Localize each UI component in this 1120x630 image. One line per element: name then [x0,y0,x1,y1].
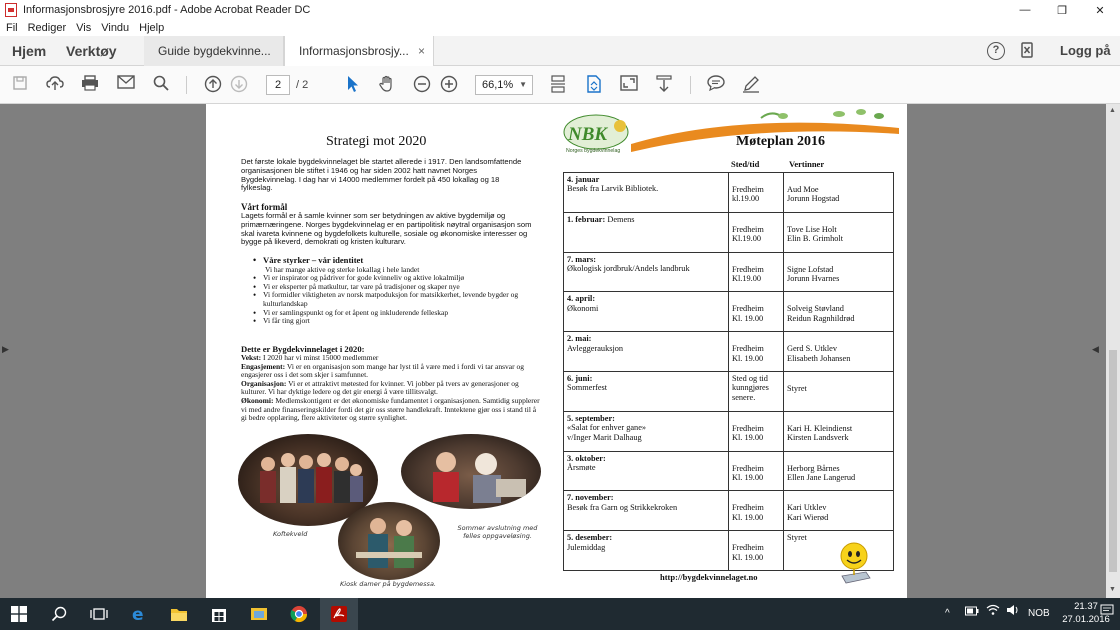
place-cell: Fredheim Kl. 19.00 [729,451,784,491]
list-item: • Vi er eksperter på matkultur, tar vare på tradisjoner og skaper nye [241,283,541,292]
full-screen-icon[interactable] [619,75,639,95]
comment-icon[interactable] [706,75,726,95]
edge-browser-icon[interactable] [120,598,158,630]
hand-tool-icon[interactable] [377,75,397,95]
zoom-select[interactable] [475,75,533,95]
list-item: • Vi får ting gjort [241,317,541,326]
upload-cloud-icon[interactable] [45,75,65,95]
input-language[interactable]: NOB [1028,608,1050,619]
event-cell: 3. oktober: Årsmøte [564,451,729,491]
clock-date: 27.01.2016 [1062,614,1110,625]
print-icon[interactable] [80,75,100,95]
page-total: / 2 [296,79,309,91]
place-cell: Sted og tid kunngjøres senere. [729,371,784,411]
action-center-icon[interactable] [1100,598,1114,630]
list-item: Vi har mange aktive og sterke lokallag i hele landet [265,264,420,274]
event-cell: 5. september: «Salat for enhver gane» v/Inger Marit Dalhaug [564,411,729,451]
website-url: http://bygdekvinnelaget.no [660,572,758,582]
select-cursor-icon[interactable] [342,75,362,95]
caption-koftekveld: Koftekveld [273,530,308,538]
goals-heading: Dette er Bygdekvinnelaget i 2020: [241,344,365,354]
svg-text:NBK: NBK [568,124,608,145]
place-cell: Fredheim Kl.19.00 [729,252,784,292]
chevron-down-icon: ▼ [519,80,527,89]
window-title: Informasjonsbrosjyre 2016.pdf - Adobe Acrobat Reader DC [23,4,311,16]
acrobat-taskbar-icon[interactable] [320,598,358,630]
fit-page-icon[interactable] [584,75,604,95]
place-cell: Fredheim kl.19.00 [729,173,784,213]
table-row [564,292,894,332]
event-cell: 2. mai: Avleggerauksjon [564,332,729,372]
goal-item: Vekst: I 2020 har vi minst 15000 medlemmer [241,353,379,362]
place-cell: Fredheim Kl. 19.00 [729,411,784,451]
scroll-up-icon[interactable]: ▲ [1109,107,1116,114]
hosts-cell: Signe Lofstad Jorunn Hvarnes [784,252,894,292]
table-row [564,451,894,491]
toolbar-divider [186,76,187,94]
clock-time: 21.37 [1074,601,1098,612]
left-pane-toggle-icon[interactable]: ▶ [2,344,9,354]
column-header-place: Sted/tid [731,159,760,169]
volume-icon[interactable] [1006,598,1020,630]
hosts-cell: Aud Moe Jorunn Hogstad [784,173,894,213]
place-cell: Fredheim Kl. 19.00 [729,491,784,531]
event-cell: 4. april: Økonomi [564,292,729,332]
table-row [564,212,894,252]
store-icon[interactable] [200,598,238,630]
zoom-in-icon[interactable] [439,75,459,95]
acrobat-app-icon [5,3,17,17]
hosts-cell: Solveig Støvland Reidun Ragnhildrød [784,292,894,332]
tab-guide[interactable] [144,36,284,66]
toolbar-divider [690,76,691,94]
show-hidden-icons-chevron-icon[interactable]: ^ [945,608,950,619]
tab-informasjonsbrosjyre[interactable] [284,36,434,66]
tab-close-icon[interactable]: × [417,44,425,58]
mobile-link-icon[interactable] [1018,42,1036,60]
tab-bar [0,36,1120,66]
place-cell: Fredheim Kl. 19.00 [729,292,784,332]
page-number-input[interactable]: 2 [266,75,290,95]
list-item: • Vi er inspirator og pådriver for gode kvinneliv og aktive lokalmiljø [241,274,541,283]
minimize-button[interactable]: — [1019,4,1031,16]
pen-icon[interactable] [741,75,761,95]
table-row [564,491,894,531]
intro-paragraph: Det første lokale bygdekvinnelaget ble startet allerede i 1917. Den landsomfattende organisasjonen ble stiftet i 1946 og har siden 2002 hatt navnet Norges Bygdekvinnelag. I dag har vi 14000 medlemmer fordelt på 450 lokallag og 18 fylkeslag. [241,157,522,193]
menu-vis[interactable]: Vis [76,22,92,34]
hosts-cell: Kari H. Kleindienst Kirsten Landsverk [784,411,894,451]
place-cell: Fredheim Kl.19.00 [729,212,784,252]
login-link[interactable]: Logg på [1060,43,1111,58]
table-row [564,252,894,292]
hosts-cell: Gerd S. Utklev Elisabeth Johansen [784,332,894,372]
tab-label: Guide bygdekvinne... [158,44,271,58]
goals-paragraph [241,354,541,423]
next-page-icon[interactable] [229,75,249,95]
hosts-cell: Kari Utklev Kari Wierød [784,491,894,531]
menu-hjelp[interactable]: Hjelp [139,22,165,34]
tools-link[interactable]: Verktøy [66,43,117,59]
hosts-cell: Styret [784,531,894,571]
close-button[interactable]: ✕ [1095,4,1105,17]
event-cell: 7. mars: Økologisk jordbruk/Andels landbruk [564,252,729,292]
meeting-plan-title: Møteplan 2016 [736,134,826,149]
home-link[interactable]: Hjem [12,43,47,59]
menu-fil[interactable]: Fil [6,22,18,34]
event-cell: 6. juni: Sommerfest [564,371,729,411]
strengths-list [241,256,541,326]
svg-text:e: e [132,605,144,623]
taskbar-search-icon[interactable] [40,598,78,630]
file-explorer-icon[interactable] [160,598,198,630]
wifi-icon[interactable] [986,598,1000,630]
caption-sommer: Sommer avslutning med felles oppgaveløsing. [457,524,538,540]
hosts-cell: Styret [784,371,894,411]
list-item: • Vi formidler viktigheten av norsk matpoduksjon for matsikkerhet, levende bygder og kulturlandskap [241,291,541,308]
vertical-scrollbar[interactable] [1106,104,1120,598]
goal-item: Organisasjon: Vi er et attraktivt møtested for kvinner. Vi jobber på tvers av generasjoner og kulturer. Vi har dyktige ledere og det gir energi å være tillitsvalgt. [241,378,519,397]
purpose-paragraph: Lagets formål er å samle kvinner som ser betydningen av aktive bygdemiljø og primærnæringene. Norges bygdekvinnelag er en partipolitisk nøytral organisasjon som skal ivareta kvinnene og bygdefolkets kulturelle, sosiale og økonomiske interesser og bygge på likeverd, demokrati og kristen kulturarv. [241,211,532,247]
table-row [564,371,894,411]
event-cell: 1. februar: Demens [564,212,729,252]
svg-text:Norges bygdekvinnelag: Norges bygdekvinnelag [566,148,621,154]
search-icon[interactable] [151,75,171,95]
download-icon[interactable] [654,75,674,95]
scroll-down-icon[interactable]: ▼ [1109,586,1116,593]
scrolling-mode-icon[interactable] [548,75,568,95]
right-pane-toggle-icon[interactable]: ◀ [1092,344,1099,354]
tab-label: Informasjonsbrosjy... [299,44,409,58]
email-icon[interactable] [116,75,136,95]
toolbar [0,66,1120,104]
event-cell: 5. desember: Julemiddag [564,531,729,571]
maximize-button[interactable]: ❐ [1057,4,1067,17]
caption-kiosk: Kiosk damer på bygdemessa. [340,580,436,588]
list-item: • Vi er samlingspunkt og for et åpent og inkluderende felleskap [241,309,541,318]
table-row [564,173,894,213]
help-icon[interactable]: ? [987,42,1005,60]
place-cell: Fredheim Kl. 19.00 [729,531,784,571]
photo-sommer-avslutning [401,434,541,509]
smiley-laptop-icon [838,542,872,586]
menu-bar [0,20,1120,36]
purpose-heading: Vårt formål [241,202,288,212]
windows-taskbar [0,598,1120,630]
strategy-title: Strategi mot 2020 [326,134,427,149]
save-icon[interactable] [10,75,30,95]
nbk-logo [562,114,636,154]
menu-vindu[interactable]: Vindu [101,22,130,34]
previous-page-icon[interactable] [203,75,223,95]
pdf-page [206,104,907,598]
table-row [564,411,894,451]
meeting-schedule-table [563,172,894,571]
chrome-icon[interactable] [280,598,318,630]
hosts-cell: Tove Lise Holt Elin B. Grimholt [784,212,894,252]
battery-icon[interactable] [965,598,979,630]
scrollbar-thumb[interactable] [1109,350,1117,572]
start-windows-icon[interactable] [0,598,38,630]
place-cell: Fredheim Kl. 19.00 [729,332,784,372]
goal-item: Økonomi: Medlemskontigent er det økonomiske fundamentet i organisasjonen. Samtidig supplerer vi med andre finanseringskilder fordi det gir oss større handlekraft. Inntektene gjør oss i stand til å gi bedre opplæring, flere aktiviteter og større synlighet. [241,395,540,423]
column-header-hosts: Vertinner [789,159,825,169]
photo-kiosk-damer [338,502,440,580]
zoom-out-icon[interactable] [412,75,432,95]
photos-folder-icon[interactable] [240,598,278,630]
table-row [564,332,894,372]
event-cell: 4. januar Besøk fra Larvik Bibliotek. [564,173,729,213]
title-bar [0,0,1120,20]
menu-rediger[interactable]: Rediger [27,22,67,34]
hosts-cell: Herborg Bårnes Ellen Jane Langerud [784,451,894,491]
task-view-icon[interactable] [80,598,118,630]
goal-item: Engasjement: Vi er en organisasjon som mange har lyst til å være med i fordi vi tar ansvar og engasjerer oss i det som skjer i samfunnet. [241,361,524,380]
document-viewer[interactable] [0,104,1120,598]
strengths-heading: • Våre styrker – vår identitet [241,256,541,265]
zoom-value: 66,1% [482,79,514,91]
event-cell: 7. november: Besøk fra Garn og Strikkekroken [564,491,729,531]
